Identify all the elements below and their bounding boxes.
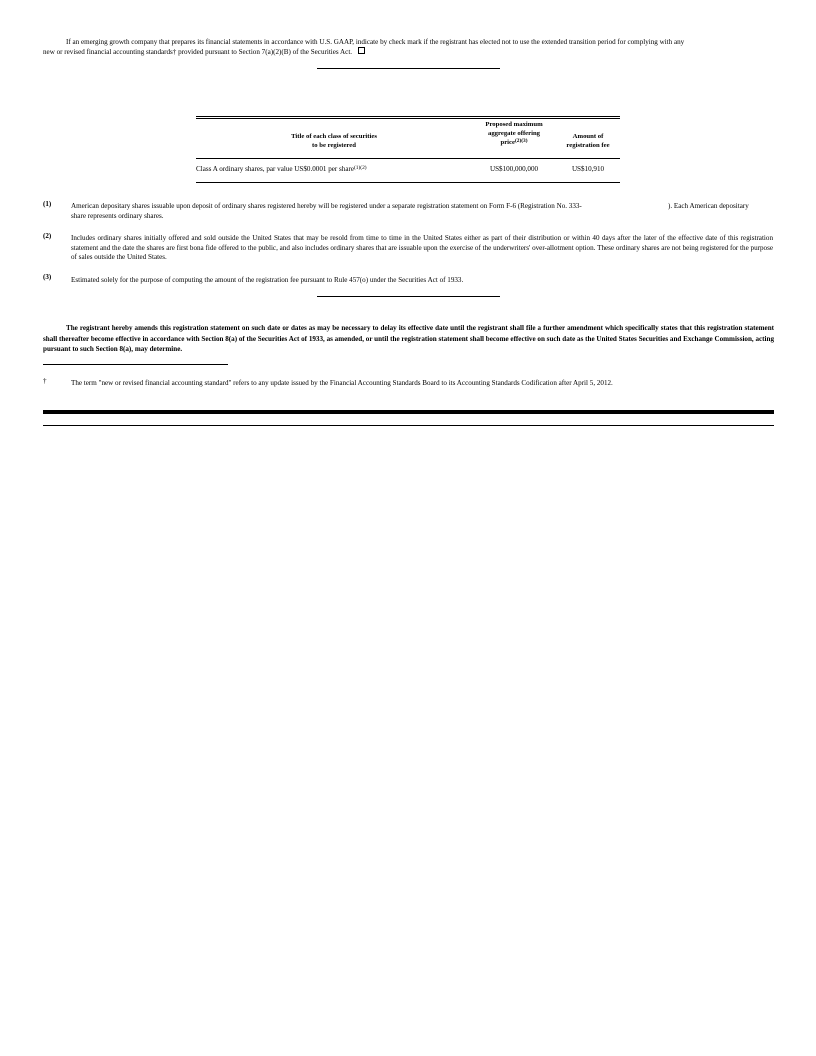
price-footnote-ref: (2)(3): [514, 138, 528, 145]
footnote-2-text: Includes ordinary shares initially offered and sold outside the United States that may be resold from time to time in the United States either as part of their distribution or within 40 days after the later of the effective date of this registration statement and the date the shares are first bona fide offered to the public, and also includes ordinary shares that are issuable upon the exercise of the underwriters' over-allotment option. These ordinary shares are not being registered for the purpose of sales outside the United States.: [71, 234, 773, 262]
egc-paragraph: [43, 38, 778, 57]
separator-rule-2: [317, 296, 500, 297]
page-end-thin-rule: [43, 425, 774, 426]
header-max-offering-price: Proposed maximum aggregate offering price$^{(2)(3)}$: [485, 121, 543, 147]
footnote-1-text: American depositary shares issuable upon deposit of ordinary shares registered hereby will be registered under a separate registration statement on Form F-6 (Registration No. 333- ). Each American depositary share represents ordinary shares.: [71, 202, 749, 220]
footnote-2-marker: (2): [43, 232, 52, 240]
row-title-cell: Class A ordinary shares, par value US$0.0001 per share$^{(1)(2)}$: [196, 165, 367, 173]
table-top-rule-2: [196, 118, 620, 119]
dagger-separator-rule: [43, 364, 228, 365]
header-registration-fee: Amount of registration fee: [566, 133, 610, 150]
table-row: [196, 165, 620, 175]
footnote-1-marker: (1): [43, 200, 52, 208]
egc-line-2: new or revised financial accounting standards† provided pursuant to Section 7(a)(2)(B) of the Securities Act.: [43, 47, 353, 56]
row-price-cell: US$100,000,000: [489, 165, 539, 173]
table-bottom-rule: [196, 182, 620, 183]
row-footnote-ref: (1)(2): [354, 165, 367, 171]
dagger-marker: †: [43, 377, 47, 385]
egc-checkbox[interactable]: [358, 47, 365, 54]
separator-rule-1: [317, 68, 500, 69]
footnote-3-text: Estimated solely for the purpose of computing the amount of the registration fee pursuant to Rule 457(o) under the Securities Act of 1933.: [71, 276, 464, 284]
footnote-3-marker: (3): [43, 273, 52, 281]
dagger-note-text: The term "new or revised financial accounting standard" refers to any update issued by the Financial Accounting Standards Board to its Accounting Standards Codification after April 5, 2012.: [71, 379, 613, 387]
table-top-rule: [196, 116, 620, 117]
delaying-amendment: The registrant hereby amends this registration statement on such date or dates as may be necessary to delay its effective date until the registrant shall file a further amendment which specifically states that this registration statement shall thereafter become effective in accordance with Section 8(a) of the Securities Act of 1933, as amended, or until the registration statement shall become effective on such date as the United States Securities and Exchange Commission, acting pursuant to such Section 8(a), may determine.: [43, 324, 774, 354]
table-header-rule: [196, 158, 620, 159]
page-end-thick-rule: [43, 410, 774, 414]
egc-line-1: If an emerging growth company that prepares its financial statements in accordance with U.S. GAAP, indicate by check mark if the registrant has elected not to use the extended transition period for complying with any: [66, 38, 685, 46]
header-title-of-securities: Title of each class of securities to be registered: [291, 133, 377, 150]
row-fee-cell: US$10,910: [571, 165, 605, 173]
